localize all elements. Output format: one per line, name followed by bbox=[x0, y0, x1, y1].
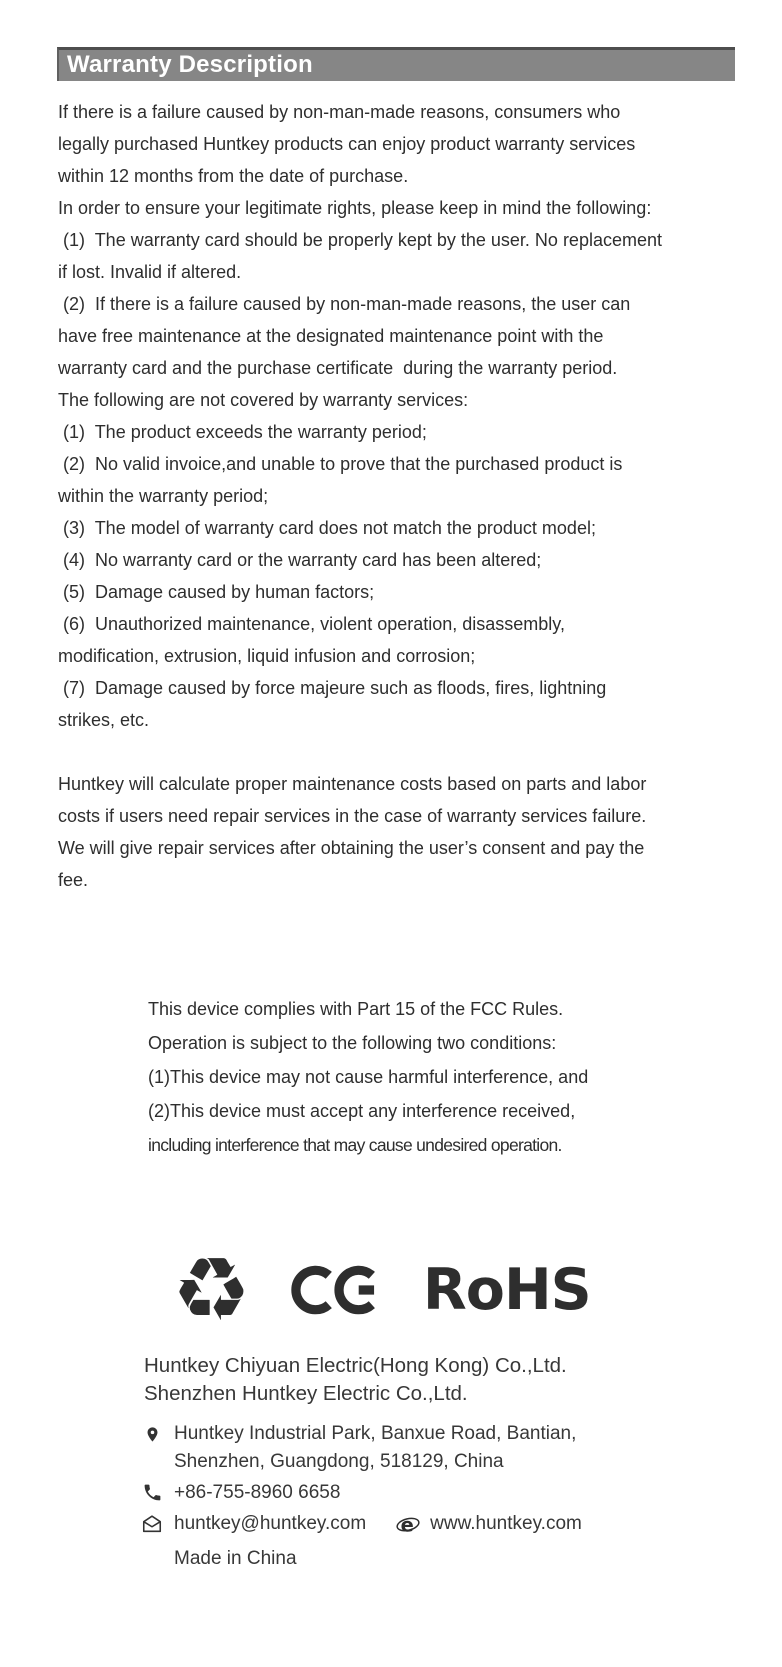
warranty-text-line: costs if users need repair services in the case of warranty services failure. bbox=[58, 806, 647, 826]
page-title: Warranty Description bbox=[67, 51, 313, 78]
warranty-text-line: if lost. Invalid if altered. bbox=[58, 262, 242, 282]
address-row bbox=[140, 1420, 740, 1476]
warranty-text-line: legally purchased Huntkey products can enjoy product warranty services bbox=[58, 134, 636, 154]
ce-mark-icon bbox=[291, 1249, 387, 1331]
email-address: huntkey@huntkey.com bbox=[174, 1513, 367, 1534]
warranty-text-line: strikes, etc. bbox=[58, 710, 150, 730]
location-pin-icon bbox=[140, 1420, 164, 1446]
recycle-icon: ♻ bbox=[172, 1238, 251, 1341]
warranty-text-line: (1) The warranty card should be properly kept by the user. No replacement bbox=[58, 230, 662, 250]
section-header bbox=[57, 47, 735, 81]
phone-number: +86-755-8960 6658 bbox=[174, 1482, 341, 1503]
rohs-mark: RoHS bbox=[422, 1256, 591, 1323]
fcc-text-line: including interference that may cause undesired operation. bbox=[148, 1135, 562, 1155]
fcc-text-line: (1)This device may not cause harmful interference, and bbox=[148, 1067, 589, 1087]
warranty-text-line: (6) Unauthorized maintenance, violent operation, disassembly, bbox=[58, 614, 565, 634]
address-line1: Huntkey Industrial Park, Banxue Road, Bantian, bbox=[174, 1423, 577, 1444]
warranty-text-line: have free maintenance at the designated maintenance point with the bbox=[58, 326, 604, 346]
warranty-text-line: (2) If there is a failure caused by non-man-made reasons, the user can bbox=[58, 294, 631, 314]
warranty-text-line: Huntkey will calculate proper maintenance costs based on parts and labor bbox=[58, 774, 647, 794]
fcc-text-line: (2)This device must accept any interference received, bbox=[148, 1101, 576, 1121]
email-web-row bbox=[140, 1510, 740, 1538]
made-in-label: Made in China bbox=[174, 1548, 297, 1569]
globe-e-icon bbox=[396, 1510, 420, 1537]
svg-text:e: e bbox=[400, 1513, 414, 1537]
certification-marks bbox=[172, 1238, 591, 1341]
warranty-text bbox=[58, 96, 753, 896]
warranty-text-line: If there is a failure caused by non-man-made reasons, consumers who bbox=[58, 102, 621, 122]
warranty-text-line: We will give repair services after obtaining the user’s consent and pay the bbox=[58, 838, 645, 858]
warranty-text-line: The following are not covered by warranty services: bbox=[58, 390, 469, 410]
warranty-text-line: modification, extrusion, liquid infusion and corrosion; bbox=[58, 646, 476, 666]
warranty-text-line: (5) Damage caused by human factors; bbox=[58, 582, 375, 602]
website-url: www.huntkey.com bbox=[430, 1513, 582, 1534]
address-text bbox=[174, 1420, 576, 1476]
phone-icon bbox=[140, 1479, 164, 1503]
address-line2: Shenzhen, Guangdong, 518129, China bbox=[174, 1451, 504, 1472]
warranty-text-line: within 12 months from the date of purchase. bbox=[58, 166, 409, 186]
company-names bbox=[144, 1352, 704, 1408]
company-name-line2: Shenzhen Huntkey Electric Co.,Ltd. bbox=[144, 1382, 468, 1405]
warranty-text-line: In order to ensure your legitimate rights, please keep in mind the following: bbox=[58, 198, 652, 218]
fcc-statement bbox=[148, 992, 708, 1162]
warranty-text-line: (7) Damage caused by force majeure such as floods, fires, lightning bbox=[58, 678, 607, 698]
contact-info bbox=[140, 1420, 740, 1573]
fcc-text-line: Operation is subject to the following two conditions: bbox=[148, 1033, 557, 1053]
warranty-text-line: within the warranty period; bbox=[58, 486, 269, 506]
warranty-text-line: (2) No valid invoice,and unable to prove that the purchased product is bbox=[58, 454, 623, 474]
warranty-text-line: (1) The product exceeds the warranty period; bbox=[58, 422, 427, 442]
company-name-line1: Huntkey Chiyuan Electric(Hong Kong) Co.,Ltd. bbox=[144, 1354, 567, 1377]
warranty-text-line: (3) The model of warranty card does not match the product model; bbox=[58, 518, 596, 538]
warranty-text-line: (4) No warranty card or the warranty card has been altered; bbox=[58, 550, 542, 570]
warranty-text-line bbox=[58, 736, 753, 768]
warranty-text-line: warranty card and the purchase certificate during the warranty period. bbox=[58, 358, 618, 378]
phone-row bbox=[140, 1479, 740, 1507]
fcc-text-line: This device complies with Part 15 of the FCC Rules. bbox=[148, 999, 564, 1019]
warranty-text-line: fee. bbox=[58, 870, 89, 890]
email-icon bbox=[140, 1510, 164, 1535]
website-cell bbox=[396, 1510, 582, 1538]
